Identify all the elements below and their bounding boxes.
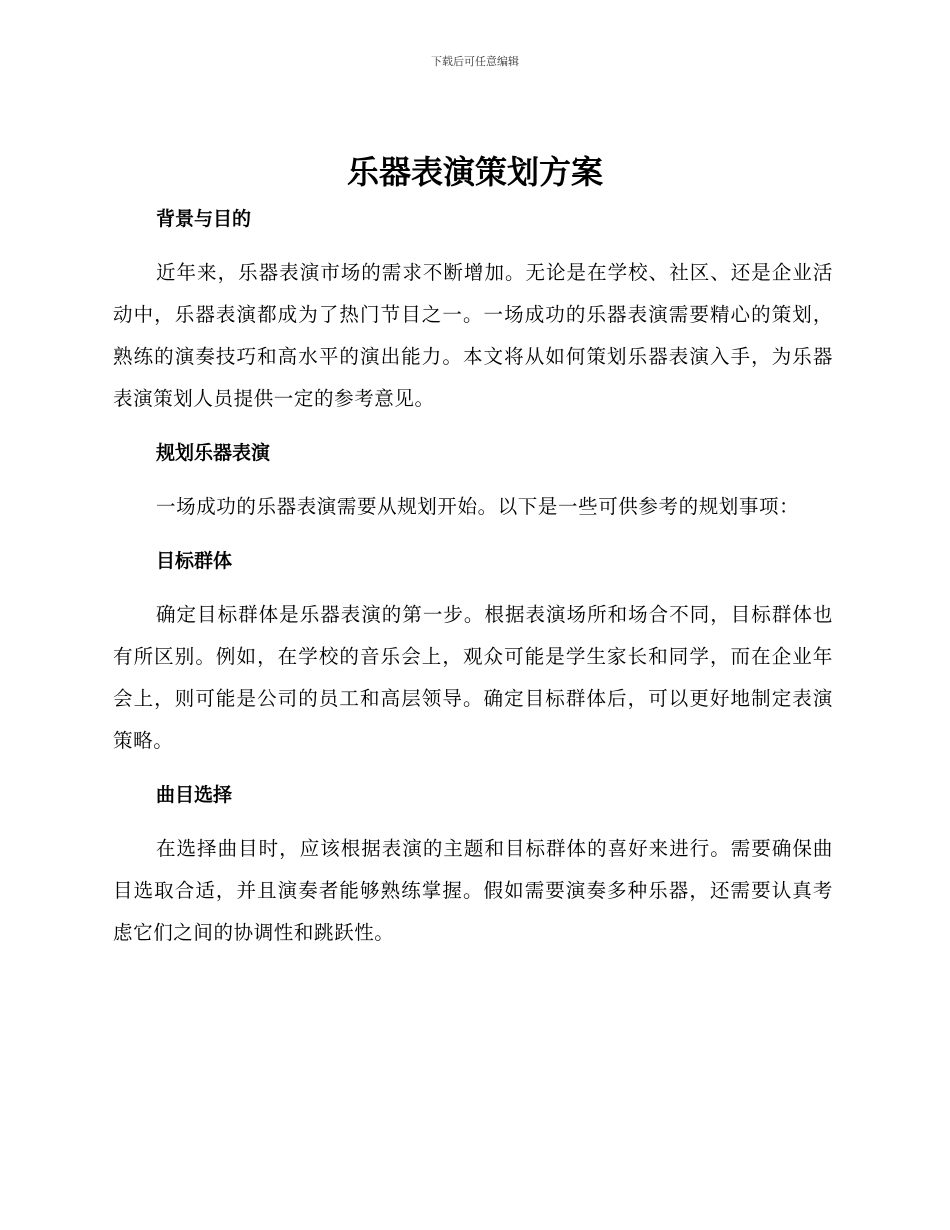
section-paragraph-target-audience: 确定目标群体是乐器表演的第一步。根据表演场所和场合不同，目标群体也有所区别。例如，在学校的音乐会上，观众可能是学生家长和同学，而在企业年会上，则可能是公司的员工和高层领导。确定目标群体后，可以更好地制定表演策略。 [113,603,833,752]
section-repertoire [113,774,833,954]
page-header-note: 下载后可任意编辑 [431,55,519,68]
section-paragraph-background: 近年来，乐器表演市场的需求不断增加。无论是在学校、社区、还是企业活动中，乐器表演都成为了热门节目之一。一场成功的乐器表演需要精心的策划，熟练的演奏技巧和高水平的演出能力。本文将从如何策划乐器表演入手，为乐器表演策划人员提供一定的参考意见。 [113,261,833,410]
section-heading-target-audience: 目标群体 [156,550,233,572]
section-heading-planning: 规划乐器表演 [156,442,271,464]
section-target-audience [113,540,833,774]
section-paragraph-planning: 一场成功的乐器表演需要从规划开始。以下是一些可供参考的规划事项： [156,495,800,518]
document-title: 乐器表演策划方案 [346,153,603,191]
section-planning [113,432,833,540]
section-heading-repertoire: 曲目选择 [156,784,233,806]
section-heading-background: 背景与目的 [156,208,252,230]
document-body [113,198,833,954]
section-background [113,198,833,432]
section-paragraph-repertoire: 在选择曲目时，应该根据表演的主题和目标群体的喜好来进行。需要确保曲目选取合适，并且演奏者能够熟练掌握。假如需要演奏多种乐器，还需要认真考虑它们之间的协调性和跳跃性。 [113,837,833,944]
